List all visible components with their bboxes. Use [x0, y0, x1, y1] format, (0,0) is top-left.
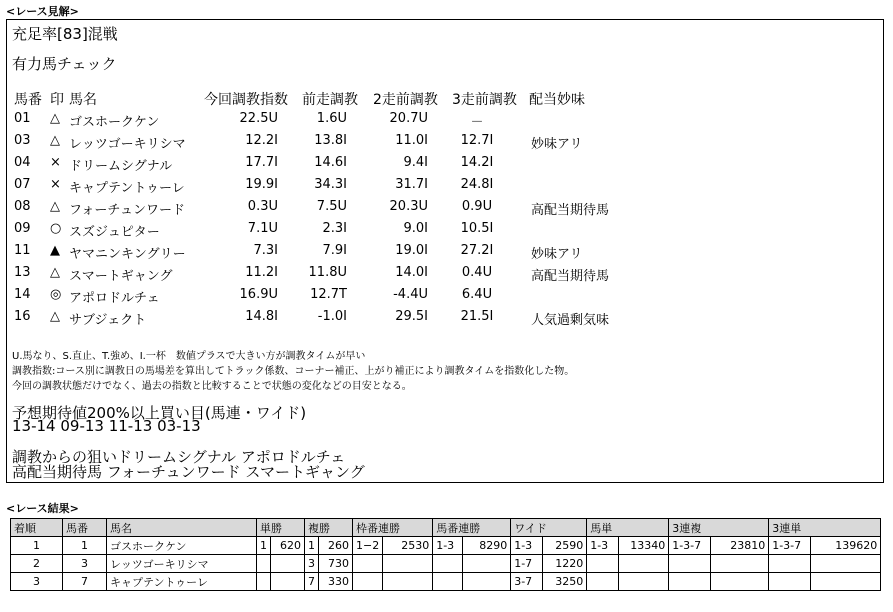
horse-num: 04	[14, 155, 31, 170]
horse-mark: △	[50, 265, 60, 280]
horse-cur: 11.2I	[245, 265, 278, 280]
horse-prev3: 6.4U	[461, 287, 493, 302]
horse-prev2: 14.0I	[395, 265, 428, 280]
bets-title: 予想期待値200%以上買い目(馬連・ワイド)	[12, 404, 307, 422]
horse-mark: △	[50, 111, 60, 126]
result-place-n: 7	[305, 573, 319, 591]
col-bracket-quinella: 枠番連勝	[353, 519, 433, 537]
horse-note: 妙味アリ	[531, 137, 583, 152]
horse-mark: ◎	[50, 287, 62, 302]
horse-name: ヤマニンキングリー	[69, 247, 186, 262]
result-rank: 3	[11, 573, 63, 591]
horse-cur: 7.3I	[253, 243, 278, 258]
horse-prev3: 12.7I	[460, 133, 494, 148]
result-wk-n	[353, 573, 383, 591]
result-trio-v	[711, 555, 769, 573]
horse-cur: 16.9U	[239, 287, 278, 302]
col-exacta: 馬単	[587, 519, 669, 537]
horse-name: フォーチュンワード	[69, 203, 185, 218]
result-ex-v	[619, 555, 669, 573]
result-wide-v: 3250	[543, 573, 587, 591]
aim-line: 調教からの狙いドリームシグナル アポロドルチェ	[12, 448, 346, 466]
result-trio-v: 23810	[711, 537, 769, 555]
horse-mark: ×	[50, 177, 61, 192]
horse-num: 01	[14, 111, 31, 126]
horse-row	[7, 265, 877, 283]
result-tri-n	[769, 555, 811, 573]
result-wide-n: 3-7	[511, 573, 543, 591]
result-tri-v	[811, 573, 881, 591]
horse-prev3: 0.4U	[461, 265, 493, 280]
result-qn-v	[463, 555, 511, 573]
horse-num: 07	[14, 177, 31, 192]
result-win-n	[257, 555, 271, 573]
result-wide-n: 1-3	[511, 537, 543, 555]
horse-prev2: 11.0I	[395, 133, 428, 148]
horse-prev3: 10.5I	[460, 221, 494, 236]
result-qn-n	[433, 573, 463, 591]
result-qn-v	[463, 573, 511, 591]
horse-cur: 14.8I	[245, 309, 278, 324]
horse-cur: 7.1U	[247, 221, 278, 236]
result-ex-n: 1-3	[587, 537, 619, 555]
horse-mark: ▲	[50, 243, 60, 258]
result-row	[11, 573, 881, 591]
result-qn-n: 1-3	[433, 537, 463, 555]
header-odds-value: 配当妙味	[529, 92, 585, 108]
horse-note: 妙味アリ	[531, 247, 583, 262]
horse-mark: △	[50, 309, 60, 324]
horse-prev1: 14.6I	[314, 155, 347, 170]
horse-name: サブジェクト	[69, 313, 147, 328]
horse-prev1: 1.6U	[316, 111, 347, 126]
result-qn-n	[433, 555, 463, 573]
result-trio-v	[711, 573, 769, 591]
header-mark: 印	[50, 92, 64, 108]
horse-num: 08	[14, 199, 31, 214]
horse-name: アポロドルチェ	[69, 291, 160, 306]
result-wk-n	[353, 555, 383, 573]
horse-name: ゴスホークケン	[69, 115, 160, 130]
horse-name: スマートギャング	[69, 269, 173, 284]
horse-name: ドリームシグナル	[69, 159, 173, 174]
horse-prev1: -1.0I	[317, 309, 347, 324]
horse-mark: △	[50, 133, 60, 148]
horse-note: 高配当期待馬	[531, 203, 610, 218]
col-win: 単勝	[257, 519, 305, 537]
horse-mark: ○	[50, 221, 62, 236]
result-tri-n: 1-3-7	[769, 537, 811, 555]
result-win-n	[257, 573, 271, 591]
horse-prev3: －	[470, 115, 484, 130]
col-wide: ワイド	[511, 519, 587, 537]
result-rank: 1	[11, 537, 63, 555]
horse-name: キャプテントゥーレ	[69, 181, 185, 196]
horse-name: レッツゴーキリシマ	[69, 137, 186, 152]
horse-prev2: 19.0I	[395, 243, 428, 258]
result-wk-v	[383, 555, 433, 573]
horse-mark: △	[50, 199, 60, 214]
result-place-v: 330	[319, 573, 353, 591]
header-prev3: 3走前調教	[452, 92, 517, 108]
horse-prev1: 12.7T	[310, 287, 347, 302]
result-wk-v: 2530	[383, 537, 433, 555]
result-place-n: 1	[305, 537, 319, 555]
horse-row	[7, 287, 877, 305]
horse-cur: 0.3U	[247, 199, 278, 214]
bets-combinations: 13-14 09-13 11-13 03-13	[12, 417, 201, 435]
result-name: キャプテントゥーレ	[107, 573, 257, 591]
horse-prev1: 13.8I	[314, 133, 347, 148]
horse-num: 13	[14, 265, 31, 280]
header-name: 馬名	[69, 92, 97, 108]
result-wide-v: 1220	[543, 555, 587, 573]
result-num: 1	[63, 537, 107, 555]
col-trifecta: 3連単	[769, 519, 881, 537]
result-name: ゴスホークケン	[107, 537, 257, 555]
horse-prev1: 11.8U	[308, 265, 347, 280]
result-wk-n: 1−2	[353, 537, 383, 555]
horse-prev3: 24.8I	[460, 177, 494, 192]
horse-prev2: 20.7U	[389, 111, 428, 126]
col-quinella: 馬番連勝	[433, 519, 511, 537]
horse-prev2: 9.4I	[403, 155, 428, 170]
result-place-v: 260	[319, 537, 353, 555]
result-tri-v: 139620	[811, 537, 881, 555]
result-num: 3	[63, 555, 107, 573]
horse-row	[7, 111, 877, 129]
horse-row	[7, 221, 877, 239]
horse-prev2: 31.7I	[395, 177, 428, 192]
horse-cur: 12.2I	[245, 133, 278, 148]
result-trio-n	[669, 573, 711, 591]
horse-prev3: 0.9U	[461, 199, 493, 214]
horse-cur: 19.9I	[245, 177, 278, 192]
note-legend: U.馬なり、S.直止、T.強め、I.一杯 数値プラスで大きい方が調教タイムが早い	[12, 351, 366, 362]
result-wk-v	[383, 573, 433, 591]
result-table	[10, 518, 881, 591]
horse-prev1: 2.3I	[322, 221, 347, 236]
horse-num: 09	[14, 221, 31, 236]
result-ex-v: 13340	[619, 537, 669, 555]
col-trio: 3連複	[669, 519, 769, 537]
result-win-n: 1	[257, 537, 271, 555]
horse-row	[7, 243, 877, 261]
horse-prev1: 7.5U	[316, 199, 347, 214]
result-ex-n	[587, 573, 619, 591]
result-win-v	[271, 555, 305, 573]
horse-prev2: 9.0I	[403, 221, 428, 236]
horse-cur: 17.7I	[245, 155, 278, 170]
horse-num: 14	[14, 287, 31, 302]
result-place-v: 730	[319, 555, 353, 573]
horse-prev2: -4.4U	[393, 287, 428, 302]
result-name: レッツゴーキリシマ	[107, 555, 257, 573]
header-prev1: 前走調教	[302, 92, 358, 108]
horse-note: 高配当期待馬	[531, 269, 610, 284]
result-ex-n	[587, 555, 619, 573]
horse-name: スズジュピター	[69, 225, 160, 240]
horse-prev1: 7.9I	[322, 243, 347, 258]
result-ex-v	[619, 573, 669, 591]
horse-prev2: 20.3U	[389, 199, 428, 214]
check-heading: 有力馬チェック	[12, 55, 117, 73]
result-trio-n: 1-3-7	[669, 537, 711, 555]
result-wide-n: 1-7	[511, 555, 543, 573]
horse-cur: 22.5U	[239, 111, 278, 126]
result-wide-v: 2590	[543, 537, 587, 555]
result-win-v: 620	[271, 537, 305, 555]
horse-prev3: 21.5I	[460, 309, 494, 324]
result-header-row	[11, 519, 881, 537]
result-win-v	[271, 573, 305, 591]
result-place-n: 3	[305, 555, 319, 573]
horse-num: 11	[14, 243, 31, 258]
race-title: 充足率[83]混戦	[12, 25, 118, 43]
horse-row	[7, 199, 877, 217]
horse-row	[7, 309, 877, 327]
result-tri-v	[811, 555, 881, 573]
analysis-section-title: <レース見解>	[6, 5, 79, 18]
header-current: 今回調教指数	[204, 92, 288, 108]
result-trio-n	[669, 555, 711, 573]
result-rank: 2	[11, 555, 63, 573]
highpay-line: 高配当期待馬 フォーチュンワード スマートギャング	[12, 463, 365, 481]
header-num: 馬番	[14, 92, 42, 108]
result-row	[11, 555, 881, 573]
horse-row	[7, 177, 877, 195]
horse-note: 人気過剰気味	[531, 313, 610, 328]
horse-num: 16	[14, 309, 31, 324]
header-prev2: 2走前調教	[373, 92, 438, 108]
horse-prev3: 27.2I	[460, 243, 494, 258]
result-num: 7	[63, 573, 107, 591]
horse-row	[7, 155, 877, 173]
horse-prev1: 34.3I	[314, 177, 347, 192]
horse-prev3: 14.2I	[460, 155, 494, 170]
note-definition: 調教指数:コース別に調教日の馬場差を算出してトラック係数、コーナー補正、上がり補正により調教タイムを指数化した物。	[12, 366, 575, 377]
horse-num: 03	[14, 133, 31, 148]
result-row	[11, 537, 881, 555]
horse-mark: ×	[50, 155, 61, 170]
horse-prev2: 29.5I	[395, 309, 428, 324]
result-tri-n	[769, 573, 811, 591]
note-usage: 今回の調教状態だけでなく、過去の指数と比較することで状態の変化などの目安となる。	[12, 381, 412, 392]
analysis-box	[6, 19, 884, 483]
col-rank: 着順	[11, 519, 63, 537]
col-name: 馬名	[107, 519, 257, 537]
result-qn-v: 8290	[463, 537, 511, 555]
result-section-title: <レース結果>	[6, 502, 79, 515]
col-place: 複勝	[305, 519, 353, 537]
horse-row	[7, 133, 877, 151]
col-num: 馬番	[63, 519, 107, 537]
